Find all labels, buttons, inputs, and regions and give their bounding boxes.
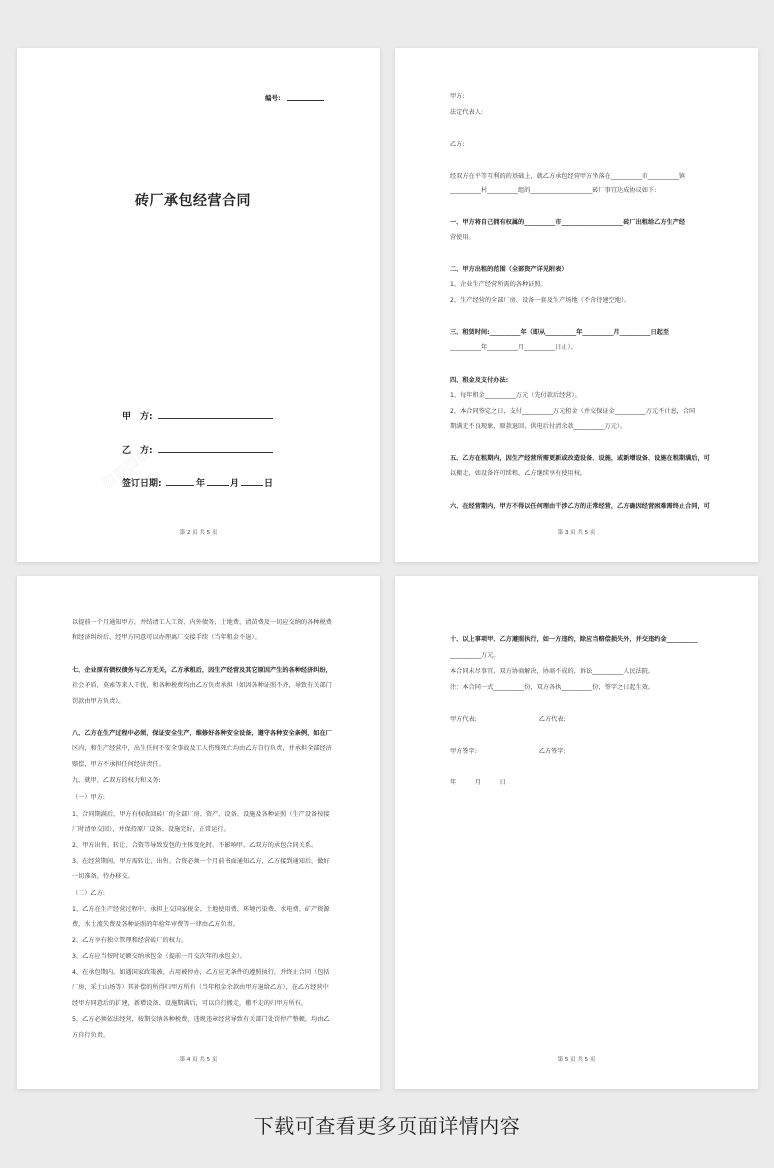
sign-month-blank: [207, 485, 229, 486]
text-line: 二、甲方出租的范围（全部资产详见附表）: [450, 266, 568, 273]
sign-day-label: 日: [264, 479, 274, 489]
text-line: 本合同未尽事宜，双方协商解决，协商不成的，诉讼__________人民法院。: [450, 668, 655, 675]
text-line: 五、乙方在租期内，因生产经营所需更新或改造设备、设施，或新增设备、设施在租期满后，可: [450, 455, 710, 462]
document-page-2: [395, 48, 758, 562]
text-line: 和经济纠纷后，经甲方同意可以办理离厂交接手续（当年租金不退）。: [72, 634, 261, 641]
text-line: 以提前一个月通知甲方，并结清工人工资、内外债务、土地费、清苗费及一切应交纳的各种税费: [72, 619, 332, 626]
text-line: 七、企业原有债权债务与乙方无关，乙方承租后，因生产经营及其它原因产生的各种经济纠纷，: [72, 667, 332, 674]
text-line: 十、以上事项甲、乙方遵照执行，如一方违约，除应当赔偿损失外，并交违约金__________: [450, 636, 698, 643]
text-line: 4、在承包期内，如遇国家政策被、占用被停办，乙方应无条件的遵照执行，并终止合同（包括: [72, 969, 330, 976]
text-line: 经双方在平等互利的的基础上，就乙方承包经营甲方坐落在__________市__________镇: [450, 173, 686, 180]
sign-day-blank: [241, 485, 263, 486]
text-line: 方自行负责。: [72, 1032, 110, 1039]
text-line: 三、租赁时间:__________年（即从__________年__________月__________日起至: [450, 329, 670, 336]
contract-number-blank: [287, 100, 324, 101]
page-number: 第 2 页 共 5 页: [179, 530, 218, 536]
party-a-blank: [158, 418, 273, 419]
text-line: 罚款由甲方负责）。: [72, 698, 125, 705]
text-line: 经甲方同意后的扩建，新增设备、设施期满后，可以自行搬走，搬不走的归甲方所有。: [72, 1000, 308, 1007]
text-line: 1、企业生产经营所需的各种证照。: [450, 281, 547, 288]
sign-year-blank: [166, 485, 194, 486]
text-line: （二）乙方:: [72, 890, 106, 897]
text-line: 1、乙方在生产经营过程中，承担上交国家税金、土地使用费、环境污染费、水电费、矿产资源: [72, 906, 330, 913]
party-b-label: 乙 方:: [122, 446, 153, 456]
contract-title: 砖厂承包经营合同: [135, 193, 251, 209]
text-line: 2、生产经营的全部厂房、设备一套及生产场地（不含待建空地）。: [450, 297, 631, 304]
text-line: 2、甲方出售、转让、合资等导致发包的主体变化时，不影响甲、乙双方的承包合同关系。: [72, 842, 318, 849]
text-line: 甲方签字: 乙方签字:: [450, 748, 566, 755]
text-line: 年 月 日: [450, 779, 506, 786]
sign-year-label: 年: [196, 479, 206, 489]
text-line: 六、在经营期内，甲方不得以任何理由干涉乙方的正常经营，乙方确因经营困难需终止合同，可: [450, 503, 710, 510]
text-line: __________年__________月__________日止）。: [450, 344, 577, 351]
sign-date-label: 签订日期:: [122, 479, 162, 489]
page-number: 第 4 页 共 5 页: [179, 1057, 218, 1063]
text-line: __________村__________组的____________________砖厂事宜达成协议如下:: [450, 187, 657, 194]
text-line: 甲方代表: 乙方代表:: [450, 716, 566, 723]
text-line: 3、在经营期间，甲方需转让、出售、合资必须一个月前书面通知乙方，乙方接到通知后，做好: [72, 858, 330, 865]
text-line: 乙方:: [450, 141, 465, 148]
text-line: 期满无不良现象，原款退回，供电后付清余款__________万元）。: [450, 423, 627, 430]
text-line: 法定代表人:: [450, 109, 484, 116]
text-line: （一）甲方:: [72, 794, 106, 801]
text-line: 2、乙方享有独立管理和经营砖厂的权力。: [72, 937, 188, 944]
text-line: 以搬走，如设备许可续租，乙方继续享有使用权。: [450, 470, 587, 477]
download-more-banner[interactable]: 下载可查看更多页面详情内容: [253, 1114, 521, 1138]
text-line: 甲方:: [450, 93, 465, 100]
contract-number-label: 编号:: [265, 94, 281, 102]
text-line: 1、合同期满后，甲方有权收回砖厂的全部厂房、资产、设备、设施及各种证照（生产设备按接: [72, 811, 330, 818]
text-line: 四、租金及支付办法:: [450, 377, 509, 384]
text-line: 厂房，采土山场等）其补偿的所得归甲方所有（当年租金余款由甲方退给乙方），在乙方经营中: [72, 984, 329, 991]
text-line: 费，水土流失费及各种证照的年检年审费等一律由乙方负责。: [72, 921, 240, 928]
text-line: 2、本合同签定之日，支付__________万元租金（并交保证金__________万元不计息，合同: [450, 408, 696, 415]
document-page-cover: [17, 48, 380, 562]
sign-month-label: 月: [230, 479, 240, 489]
text-line: 赔偿，甲方不承担任何经济责任。: [72, 761, 165, 768]
text-line: __________万元。: [450, 652, 500, 659]
text-line: 1、每年租金__________万元（先付款后经营）。: [450, 392, 581, 399]
text-line: 5、乙方必须依法经营，按期交纳各种税费，违规违章经营导致有关部门处罚停产整顿，均由乙: [72, 1016, 330, 1023]
text-line: 九、就甲、乙双方的权力和义务:: [72, 777, 161, 784]
text-line: 八、乙方在生产过程中必须，保证安全生产，维修好各种安全设备，遵守各种安全条例，如在厂: [72, 730, 332, 737]
text-line: 一、甲方将自己拥有权属的__________市____________________砖厂出租给乙方生产经: [450, 219, 686, 226]
party-b-blank: [158, 452, 273, 453]
text-line: 区内，和生产经营中，出生任何不安全事故及工人伤残死亡均由乙方自行负责，并承担全部经济: [72, 745, 332, 752]
document-page-4: [395, 576, 758, 1089]
page-number: 第 5 页 共 5 页: [557, 1057, 596, 1063]
text-line: 注：本合同一式__________份，双方各执__________份，签字之日起生效。: [450, 684, 655, 691]
page-number: 第 3 页 共 5 页: [557, 530, 596, 536]
text-line: 营使用。: [450, 234, 475, 241]
text-line: 厂时清单交回），并保持原厂设备、设施完好，正常运行。: [72, 826, 230, 833]
text-line: 3、乙方应当按时足额交纳承包金（提前一月交次年的承包金）。: [72, 953, 247, 960]
document-page-3: [17, 576, 380, 1089]
text-line: 一切准备，待办移交。: [72, 873, 134, 880]
party-a-label: 甲 方:: [122, 412, 153, 422]
text-line: 社会矛盾，莫索等来人干扰，和各种税费均由乙方负责承担（如因各种证照不齐，导致有关部门: [72, 682, 332, 689]
